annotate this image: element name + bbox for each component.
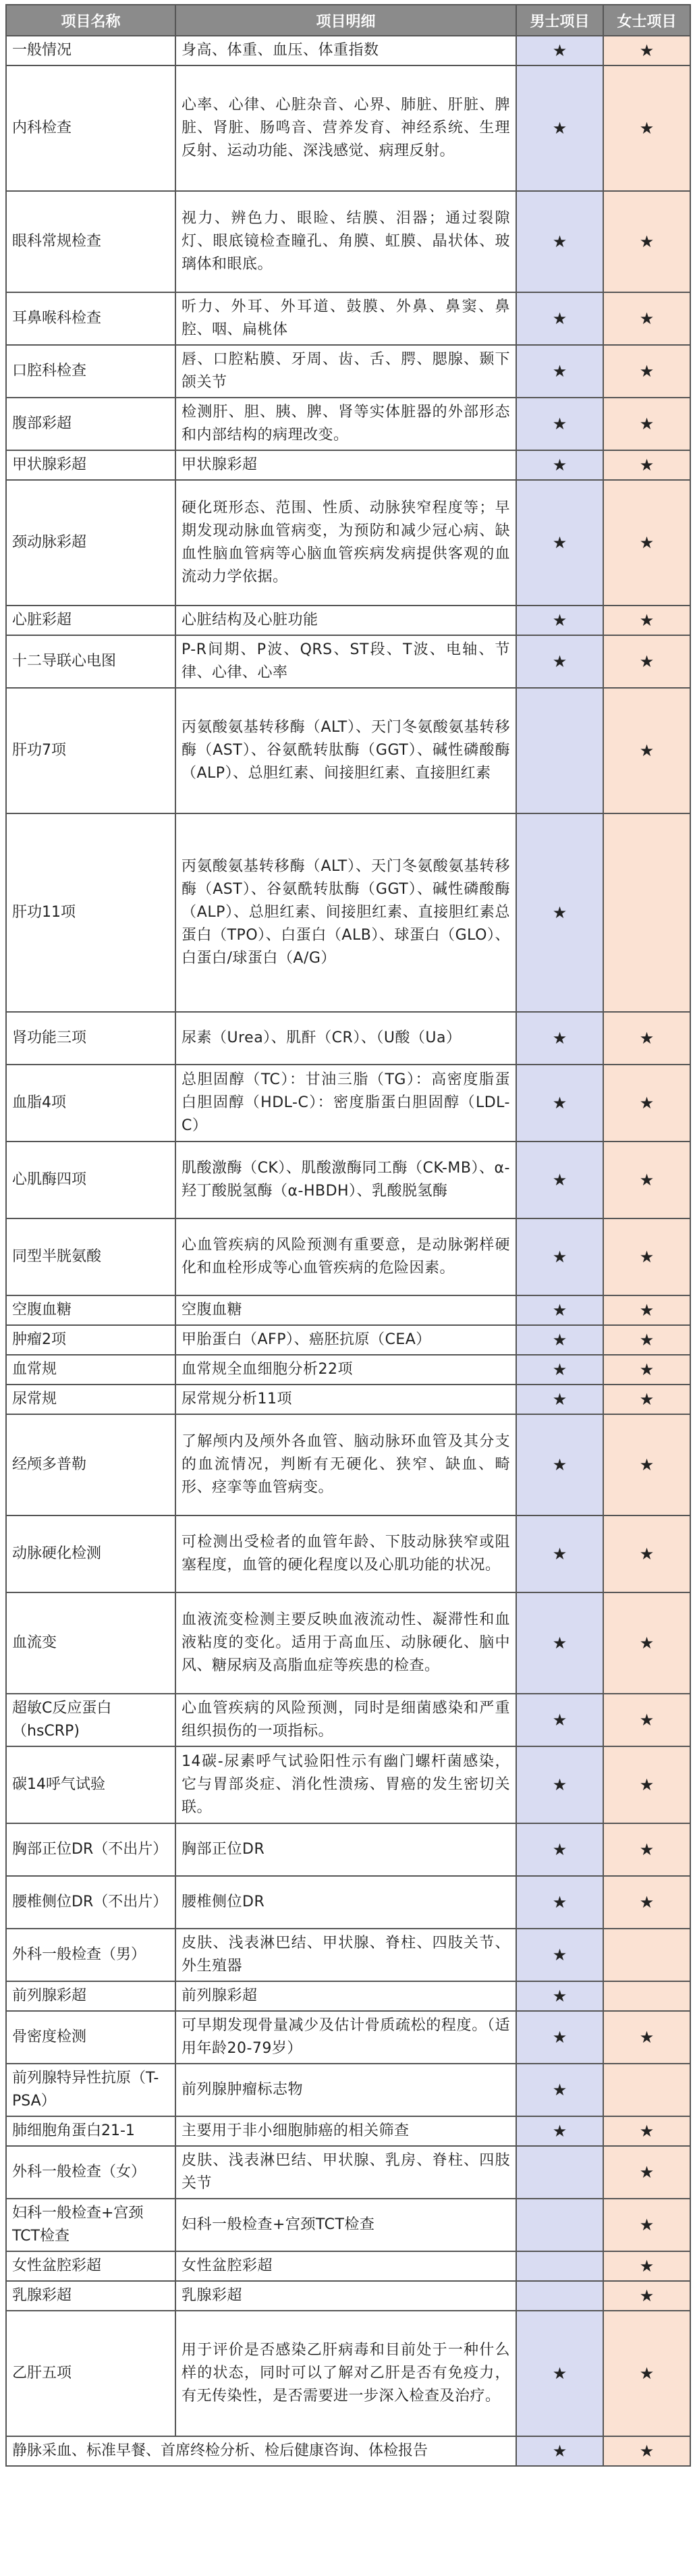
- table-row: [6, 2311, 690, 2436]
- female-star-icon: ★: [603, 2146, 690, 2199]
- male-star-icon: ★: [516, 1325, 603, 1355]
- row-detail: 胸部正位DR: [175, 1823, 516, 1876]
- female-star-icon: ★: [603, 1414, 690, 1515]
- table-row: [6, 1142, 690, 1218]
- row-name: 外科一般检查（女）: [6, 2146, 175, 2199]
- row-name: 耳鼻喉科检查: [6, 292, 175, 345]
- row-detail: 空腹血糖: [175, 1295, 516, 1325]
- row-name: 口腔科检查: [6, 345, 175, 398]
- table-body: [6, 36, 690, 2466]
- female-star-icon: ★: [603, 2251, 690, 2281]
- row-detail: 乳腺彩超: [175, 2281, 516, 2311]
- male-star-icon: ★: [516, 1823, 603, 1876]
- table-row: [6, 1218, 690, 1295]
- row-name: 心脏彩超: [6, 606, 175, 635]
- table-row: [6, 65, 690, 191]
- row-detail: 了解颅内及颅外各血管、脑动脉环血管及其分支的血流情况，判断有无硬化、狭窄、缺血、畸形、痉挛等血管病变。: [175, 1414, 516, 1515]
- row-detail: 血液流变检测主要反映血液流动性、凝滞性和血液粘度的变化。适用于高血压、动脉硬化、脑中风、糖尿病及高脂血症等疾患的检查。: [175, 1592, 516, 1694]
- female-star-icon: ★: [603, 2436, 690, 2466]
- male-star-icon: ★: [516, 191, 603, 292]
- male-star-icon: [516, 688, 603, 813]
- table-row: [6, 1929, 690, 1981]
- table-row: [6, 635, 690, 688]
- table-row: [6, 1746, 690, 1823]
- female-star-icon: ★: [603, 1325, 690, 1355]
- male-star-icon: [516, 2199, 603, 2251]
- row-detail: P-R间期、P波、QRS、ST段、T波、电轴、节律、心律、心率: [175, 635, 516, 688]
- row-detail: 心脏结构及心脏功能: [175, 606, 516, 635]
- row-detail: 听力、外耳、外耳道、鼓膜、外鼻、鼻窦、鼻腔、咽、扁桃体: [175, 292, 516, 345]
- male-star-icon: ★: [516, 450, 603, 480]
- row-detail: 主要用于非小细胞肺癌的相关筛查: [175, 2116, 516, 2146]
- female-star-icon: ★: [603, 345, 690, 398]
- row-detail: 皮肤、浅表淋巴结、甲状腺、乳房、脊柱、四肢关节: [175, 2146, 516, 2199]
- header-female: 女士项目: [603, 5, 690, 36]
- row-name: 血流变: [6, 1592, 175, 1694]
- female-star-icon: [603, 1929, 690, 1981]
- row-detail: 前列腺彩超: [175, 1981, 516, 2011]
- male-star-icon: ★: [516, 1929, 603, 1981]
- row-detail: 腰椎侧位DR: [175, 1876, 516, 1929]
- female-star-icon: ★: [603, 1218, 690, 1295]
- male-star-icon: ★: [516, 345, 603, 398]
- table-row: [6, 1355, 690, 1385]
- table-row: [6, 1325, 690, 1355]
- male-star-icon: ★: [516, 2311, 603, 2436]
- row-name: 乳腺彩超: [6, 2281, 175, 2311]
- row-name: 前列腺特异性抗原（T-PSA）: [6, 2064, 175, 2116]
- male-star-icon: ★: [516, 1694, 603, 1746]
- table-row: [6, 2436, 690, 2466]
- row-detail: 检测肝、胆、胰、脾、肾等实体脏器的外部形态和内部结构的病理改变。: [175, 398, 516, 450]
- table-row: [6, 1012, 690, 1065]
- table-row: [6, 398, 690, 450]
- male-star-icon: ★: [516, 2064, 603, 2116]
- row-name: 经颅多普勒: [6, 1414, 175, 1515]
- row-detail: 尿素（Urea）、肌酐（CR）、（U酸（Ua）: [175, 1012, 516, 1065]
- male-star-icon: ★: [516, 1295, 603, 1325]
- male-star-icon: ★: [516, 1876, 603, 1929]
- male-star-icon: ★: [516, 36, 603, 65]
- female-star-icon: ★: [603, 1065, 690, 1142]
- table-row: [6, 1592, 690, 1694]
- table-row: [6, 2199, 690, 2251]
- row-name: 超敏C反应蛋白（hsCRP): [6, 1694, 175, 1746]
- table-row: [6, 1515, 690, 1592]
- table-row: [6, 2011, 690, 2064]
- female-star-icon: ★: [603, 2116, 690, 2146]
- header-row: [6, 5, 690, 36]
- male-star-icon: ★: [516, 2011, 603, 2064]
- row-name: 十二导联心电图: [6, 635, 175, 688]
- male-star-icon: ★: [516, 1012, 603, 1065]
- table-row: [6, 1065, 690, 1142]
- male-star-icon: ★: [516, 635, 603, 688]
- female-star-icon: ★: [603, 2311, 690, 2436]
- row-name: 动脉硬化检测: [6, 1515, 175, 1592]
- table-row: [6, 606, 690, 635]
- female-star-icon: [603, 2064, 690, 2116]
- female-star-icon: [603, 1981, 690, 2011]
- female-star-icon: ★: [603, 1355, 690, 1385]
- table-row: [6, 1295, 690, 1325]
- male-star-icon: ★: [516, 1142, 603, 1218]
- row-detail: 甲胎蛋白（AFP）、癌胚抗原（CEA）: [175, 1325, 516, 1355]
- male-star-icon: ★: [516, 813, 603, 1012]
- row-detail: 尿常规分析11项: [175, 1385, 516, 1414]
- male-star-icon: ★: [516, 292, 603, 345]
- male-star-icon: ★: [516, 606, 603, 635]
- female-star-icon: ★: [603, 635, 690, 688]
- table-row: [6, 2251, 690, 2281]
- female-star-icon: ★: [603, 398, 690, 450]
- checkup-table: [5, 4, 691, 2467]
- female-star-icon: ★: [603, 450, 690, 480]
- male-star-icon: [516, 2146, 603, 2199]
- row-detail: 女性盆腔彩超: [175, 2251, 516, 2281]
- row-name: 内科检查: [6, 65, 175, 191]
- table-row: [6, 36, 690, 65]
- row-detail: 心血管疾病的风险预测有重要意，是动脉粥样硬化和血栓形成等心血管疾病的危险因素。: [175, 1218, 516, 1295]
- row-name: 颈动脉彩超: [6, 480, 175, 606]
- row-detail: 可检测出受检者的血管年龄、下肢动脉狭窄或阻塞程度，血管的硬化程度以及心肌功能的状况。: [175, 1515, 516, 1592]
- header-name: 项目名称: [6, 5, 175, 36]
- row-name: 甲状腺彩超: [6, 450, 175, 480]
- row-detail: 甲状腺彩超: [175, 450, 516, 480]
- female-star-icon: ★: [603, 1142, 690, 1218]
- table-row: [6, 813, 690, 1012]
- row-detail: 硬化斑形态、范围、性质、动脉狭窄程度等；早期发现动脉血管病变，为预防和减少冠心病、缺血性脑血管病等心脑血管疾病发病提供客观的血流动力学依据。: [175, 480, 516, 606]
- female-star-icon: ★: [603, 1012, 690, 1065]
- female-star-icon: ★: [603, 2011, 690, 2064]
- female-star-icon: ★: [603, 1694, 690, 1746]
- male-star-icon: ★: [516, 398, 603, 450]
- row-detail: 用于评价是否感染乙肝病毒和目前处于一种什么样的状态，同时可以了解对乙肝是否有免疫力，有无传染性，是否需要进一步深入检查及治疗。: [175, 2311, 516, 2436]
- female-star-icon: ★: [603, 65, 690, 191]
- table-row: [6, 1823, 690, 1876]
- female-star-icon: ★: [603, 1592, 690, 1694]
- row-detail: 血常规全血细胞分析22项: [175, 1355, 516, 1385]
- row-name: 一般情况: [6, 36, 175, 65]
- female-star-icon: ★: [603, 36, 690, 65]
- female-star-icon: ★: [603, 191, 690, 292]
- row-name: 女性盆腔彩超: [6, 2251, 175, 2281]
- row-name: 血常规: [6, 1355, 175, 1385]
- table-row: [6, 1385, 690, 1414]
- header-male: 男士项目: [516, 5, 603, 36]
- male-star-icon: ★: [516, 2436, 603, 2466]
- row-name: 前列腺彩超: [6, 1981, 175, 2011]
- female-star-icon: ★: [603, 292, 690, 345]
- table-row: [6, 1414, 690, 1515]
- male-star-icon: ★: [516, 1746, 603, 1823]
- table-row: [6, 292, 690, 345]
- female-star-icon: ★: [603, 1385, 690, 1414]
- row-name: 肿瘤2项: [6, 1325, 175, 1355]
- row-name: 尿常规: [6, 1385, 175, 1414]
- table-row: [6, 2116, 690, 2146]
- table-row: [6, 688, 690, 813]
- row-detail: 视力、辨色力、眼睑、结膜、泪器；通过裂隙灯、眼底镜检查瞳孔、角膜、虹膜、晶状体、玻璃体和眼底。: [175, 191, 516, 292]
- male-star-icon: [516, 2281, 603, 2311]
- table-row: [6, 1694, 690, 1746]
- male-star-icon: ★: [516, 1414, 603, 1515]
- row-detail: 前列腺肿瘤标志物: [175, 2064, 516, 2116]
- row-name: 同型半胱氨酸: [6, 1218, 175, 1295]
- row-name: 肝功7项: [6, 688, 175, 813]
- row-detail: 皮肤、浅表淋巴结、甲状腺、脊柱、四肢关节、外生殖器: [175, 1929, 516, 1981]
- row-name: 碳14呼气试验: [6, 1746, 175, 1823]
- female-star-icon: ★: [603, 1876, 690, 1929]
- female-star-icon: ★: [603, 1295, 690, 1325]
- row-name: 静脉采血、标准早餐、首席终检分析、检后健康咨询、体检报告: [6, 2436, 516, 2466]
- female-star-icon: [603, 813, 690, 1012]
- female-star-icon: ★: [603, 1515, 690, 1592]
- table-row: [6, 1876, 690, 1929]
- row-detail: 丙氨酸氨基转移酶（ALT）、天门冬氨酸氨基转移酶（AST）、谷氨酰转肽酶（GGT）、碱性磷酸酶（ALP）、总胆红素、间接胆红素、直接胆红素总蛋白（TPO）、白蛋白（ALB）、球蛋白（GLO）、白蛋白/球蛋白（A/G）: [175, 813, 516, 1012]
- table-row: [6, 2281, 690, 2311]
- row-name: 骨密度检测: [6, 2011, 175, 2064]
- row-name: 外科一般检查（男）: [6, 1929, 175, 1981]
- male-star-icon: ★: [516, 1218, 603, 1295]
- row-detail: 唇、口腔粘膜、牙周、齿、舌、腭、腮腺、颞下颌关节: [175, 345, 516, 398]
- female-star-icon: ★: [603, 1823, 690, 1876]
- row-detail: 丙氨酸氨基转移酶（ALT）、天门冬氨酸氨基转移酶（AST）、谷氨酰转肽酶（GGT）、碱性磷酸酶（ALP）、总胆红素、间接胆红素、直接胆红素: [175, 688, 516, 813]
- row-name: 腹部彩超: [6, 398, 175, 450]
- female-star-icon: ★: [603, 688, 690, 813]
- table-row: [6, 450, 690, 480]
- row-detail: 可早期发现骨量减少及估计骨质疏松的程度。（适用年龄20-79岁）: [175, 2011, 516, 2064]
- male-star-icon: ★: [516, 1355, 603, 1385]
- male-star-icon: ★: [516, 1981, 603, 2011]
- table-row: [6, 191, 690, 292]
- row-name: 肝功11项: [6, 813, 175, 1012]
- row-name: 血脂4项: [6, 1065, 175, 1142]
- male-star-icon: ★: [516, 1592, 603, 1694]
- row-detail: 身高、体重、血压、体重指数: [175, 36, 516, 65]
- male-star-icon: ★: [516, 480, 603, 606]
- row-name: 眼科常规检查: [6, 191, 175, 292]
- male-star-icon: ★: [516, 1385, 603, 1414]
- female-star-icon: ★: [603, 480, 690, 606]
- row-detail: 肌酸激酶（CK）、肌酸激酶同工酶（CK-MB）、α-羟丁酸脱氢酶（α-HBDH）、乳酸脱氢酶: [175, 1142, 516, 1218]
- row-name: 肺细胞角蛋白21-1: [6, 2116, 175, 2146]
- male-star-icon: ★: [516, 2116, 603, 2146]
- header-detail: 项目明细: [175, 5, 516, 36]
- row-name: 心肌酶四项: [6, 1142, 175, 1218]
- table-row: [6, 2064, 690, 2116]
- female-star-icon: ★: [603, 2199, 690, 2251]
- female-star-icon: ★: [603, 606, 690, 635]
- female-star-icon: ★: [603, 2281, 690, 2311]
- table-row: [6, 345, 690, 398]
- row-detail: 妇科一般检查+宫颈TCT检查: [175, 2199, 516, 2251]
- row-detail: 14碳-尿素呼气试验阳性示有幽门螺杆菌感染，它与胃部炎症、消化性溃疡、胃癌的发生密切关联。: [175, 1746, 516, 1823]
- female-star-icon: ★: [603, 1746, 690, 1823]
- row-name: 腰椎侧位DR（不出片）: [6, 1876, 175, 1929]
- row-detail: 心血管疾病的风险预测，同时是细菌感染和严重组织损伤的一项指标。: [175, 1694, 516, 1746]
- row-name: 妇科一般检查+宫颈TCT检查: [6, 2199, 175, 2251]
- table-row: [6, 2146, 690, 2199]
- table-row: [6, 480, 690, 606]
- row-name: 胸部正位DR（不出片）: [6, 1823, 175, 1876]
- male-star-icon: ★: [516, 65, 603, 191]
- male-star-icon: ★: [516, 1065, 603, 1142]
- row-name: 乙肝五项: [6, 2311, 175, 2436]
- row-detail: 总胆固醇（TC）：甘油三脂（TG）：高密度脂蛋白胆固醇（HDL-C）：密度脂蛋白胆固醇（LDL-C）: [175, 1065, 516, 1142]
- table-row: [6, 1981, 690, 2011]
- row-detail: 心率、心律、心脏杂音、心界、肺脏、肝脏、脾脏、肾脏、肠鸣音、营养发育、神经系统、生理反射、运动功能、深浅感觉、病理反射。: [175, 65, 516, 191]
- row-name: 肾功能三项: [6, 1012, 175, 1065]
- male-star-icon: [516, 2251, 603, 2281]
- row-name: 空腹血糖: [6, 1295, 175, 1325]
- male-star-icon: ★: [516, 1515, 603, 1592]
